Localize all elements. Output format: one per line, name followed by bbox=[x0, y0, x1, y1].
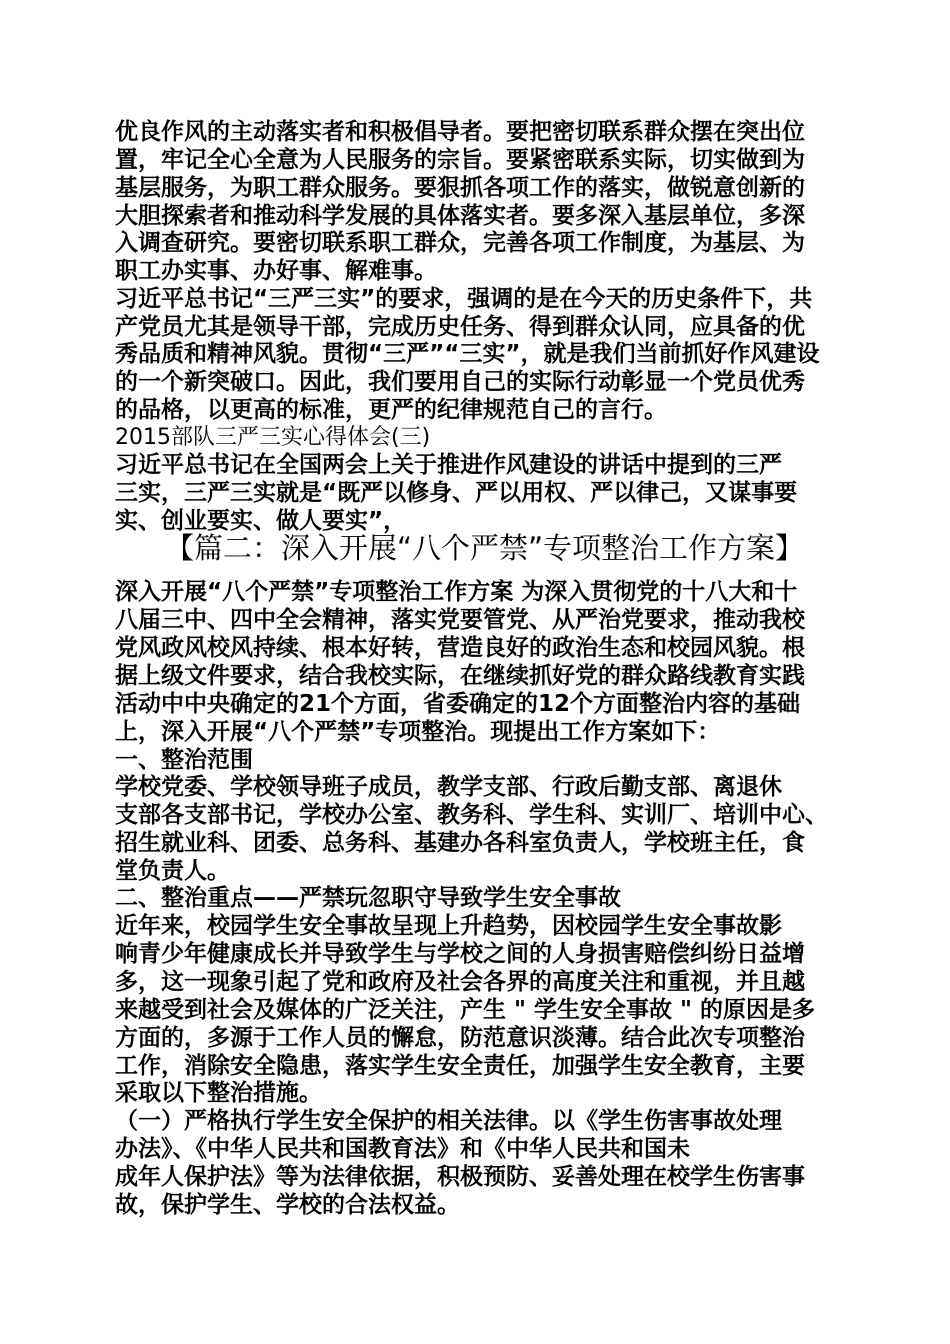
text-line: 八届三中、四中全会精神，落实党要管党、从严治党要求，推动我校 bbox=[115, 607, 805, 633]
text-line: 方面的，多源于工作人员的懈怠，防范意识淡薄。结合此次专项整治 bbox=[115, 1025, 805, 1051]
text-line: 办法》、《中华人民共和国教育法》和《中华人民共和国未 bbox=[115, 1136, 690, 1162]
text-line: 故，保护学生、学校的合法权益。 bbox=[115, 1192, 460, 1218]
text-line: 活动中中央确定的21个方面，省委确定的12个方面整治内容的基础 bbox=[115, 691, 801, 717]
text-line: 的一个新突破口。因此，我们要用自己的实际行动彰显一个党员优秀 bbox=[115, 369, 805, 395]
text-line: 习近平总书记在全国两会上关于推进作风建设的讲话中提到的三严 bbox=[115, 452, 782, 478]
text-line: （一）严格执行学生安全保护的相关法律。以《学生伤害事故处理 bbox=[115, 1108, 782, 1134]
text-line: 多，这一现象引起了党和政府及社会各界的高度关注和重视，并且越 bbox=[115, 969, 805, 995]
text-line: 采取以下整治措施。 bbox=[115, 1080, 322, 1106]
section-heading: 【篇二：深入开展“八个严禁”专项整治工作方案】 bbox=[165, 531, 805, 565]
text-line: 党风政风校风持续、根本好转，营造良好的政治生态和校园风貌。根 bbox=[115, 635, 805, 661]
text-line: 优良作风的主动落实者和积极倡导者。要把密切联系群众摆在突出位 bbox=[115, 119, 805, 145]
text-line: 支部各支部书记，学校办公室、教务科、学生科、实训厂、培训中心、 bbox=[115, 802, 828, 828]
text-line: 工作，消除安全隐患，落实学生安全责任，加强学生安全教育，主要 bbox=[115, 1053, 805, 1079]
text-line: 响青少年健康成长并导致学生与学校之间的人身损害赔偿纠纷日益增 bbox=[115, 941, 805, 967]
text-line: 实、创业要实、做人要实”， bbox=[115, 508, 407, 534]
text-line: 习近平总书记“三严三实”的要求，强调的是在今天的历史条件下，共 bbox=[115, 286, 813, 312]
text-line: 产党员尤其是领导干部，完成历史任务、得到群众认同，应具备的优 bbox=[115, 314, 805, 340]
section-title: 一、整治范围 bbox=[115, 747, 253, 773]
text-line: 三实，三严三实就是“既严以修身、严以用权、严以律己，又谋事要 bbox=[115, 480, 798, 506]
text-line: 学校党委、学校领导班子成员，教学支部、行政后勤支部、离退休 bbox=[115, 774, 782, 800]
text-line: 大胆探索者和推动科学发展的具体落实者。要多深入基层单位，多深 bbox=[115, 203, 805, 229]
text-line: 入调查研究。要密切联系职工群众，完善各项工作制度，为基层、为 bbox=[115, 230, 805, 256]
text-line: 的品格，以更高的标准，更严的纪律规范自己的言行。 bbox=[115, 397, 667, 423]
text-line: 深入开展“八个严禁”专项整治工作方案 为深入贯彻党的十八大和十 bbox=[115, 579, 798, 605]
text-line: 来越受到社会及媒体的广泛关注，产生 " 学生安全事故 " 的原因是多 bbox=[115, 997, 815, 1023]
subtitle: 2015部队三严三实心得体会(三) bbox=[115, 425, 431, 450]
text-line: 秀品质和精神风貌。贯彻“三严”“三实”，就是我们当前抓好作风建设 bbox=[115, 341, 820, 367]
section-title: 二、整治重点——严禁玩忽职守导致学生安全事故 bbox=[115, 885, 621, 911]
text-line: 近年来，校园学生安全事故呈现上升趋势，因校园学生安全事故影 bbox=[115, 913, 782, 939]
text-line: 堂负责人。 bbox=[115, 858, 230, 884]
text-line: 招生就业科、团委、总务科、基建办各科室负责人，学校班主任，食 bbox=[115, 830, 805, 856]
text-line: 据上级文件要求，结合我校实际，在继续抓好党的群众路线教育实践 bbox=[115, 663, 805, 689]
text-line: 基层服务，为职工群众服务。要狠抓各项工作的落实，做锐意创新的 bbox=[115, 175, 805, 201]
text-line: 上，深入开展“八个严禁”专项整治。现提出工作方案如下： bbox=[115, 719, 721, 745]
text-line: 成年人保护法》等为法律依据，积极预防、妥善处理在校学生伤害事 bbox=[115, 1164, 805, 1190]
text-line: 职工办实事、办好事、解难事。 bbox=[115, 258, 437, 284]
text-line: 置，牢记全心全意为人民服务的宗旨。要紧密联系实际，切实做到为 bbox=[115, 147, 805, 173]
